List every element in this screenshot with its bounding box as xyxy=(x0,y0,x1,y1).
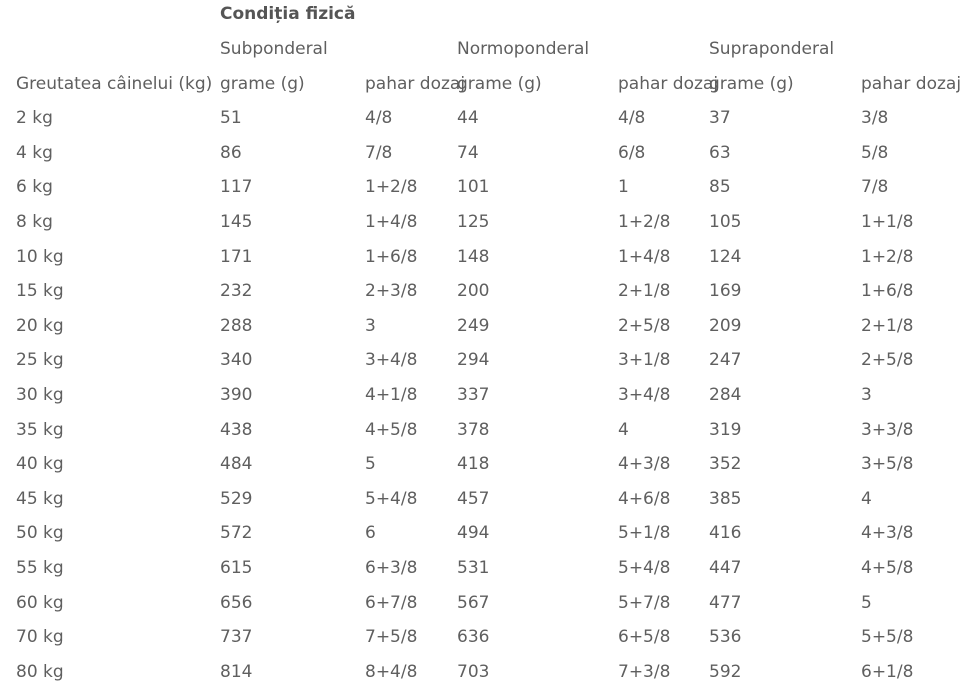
table-cell: 4+1/8 xyxy=(365,384,418,405)
table-cell: 74 xyxy=(457,142,479,163)
table-cell: 1+6/8 xyxy=(365,246,418,267)
dog-weight-cell: 70 kg xyxy=(16,627,64,648)
table-cell: 3 xyxy=(861,384,872,405)
dog-weight-cell: 25 kg xyxy=(16,350,64,371)
dog-weight-cell: 80 kg xyxy=(16,661,64,682)
table-row xyxy=(0,136,965,171)
table-cell: 44 xyxy=(457,108,479,129)
table-cell: 1+6/8 xyxy=(861,281,914,302)
table-row xyxy=(0,586,965,621)
table-cell: 416 xyxy=(709,523,742,544)
dog-weight-cell: 45 kg xyxy=(16,488,64,509)
column-header: pahar dozaj xyxy=(365,73,466,94)
table-row xyxy=(0,309,965,344)
table-row xyxy=(0,413,965,448)
table-cell: 7+3/8 xyxy=(618,661,671,682)
table-cell: 592 xyxy=(709,661,742,682)
table-cell: 247 xyxy=(709,350,742,371)
group-header-row xyxy=(0,32,965,67)
table-cell: 2+5/8 xyxy=(861,350,914,371)
table-cell: 8+4/8 xyxy=(365,661,418,682)
table-row xyxy=(0,205,965,240)
table-cell: 200 xyxy=(457,281,490,302)
table-row xyxy=(0,101,965,136)
dog-weight-cell: 10 kg xyxy=(16,246,64,267)
table-cell: 294 xyxy=(457,350,490,371)
column-header: grame (g) xyxy=(457,73,542,94)
table-cell: 536 xyxy=(709,627,742,648)
table-cell: 4+5/8 xyxy=(861,557,914,578)
table-cell: 5+4/8 xyxy=(365,488,418,509)
table-cell: 4+3/8 xyxy=(618,454,671,475)
table-cell: 484 xyxy=(220,454,253,475)
table-cell: 288 xyxy=(220,315,253,336)
table-cell: 572 xyxy=(220,523,253,544)
table-cell: 567 xyxy=(457,592,490,613)
table-cell: 105 xyxy=(709,211,742,232)
group-header-subponderal: Subponderal xyxy=(220,39,328,59)
table-cell: 477 xyxy=(709,592,742,613)
table-cell: 7/8 xyxy=(861,177,889,198)
title-row xyxy=(0,0,965,32)
table-cell: 145 xyxy=(220,211,253,232)
column-header: pahar dozaj xyxy=(618,73,719,94)
table-cell: 1+2/8 xyxy=(365,177,418,198)
table-cell: 3+3/8 xyxy=(861,419,914,440)
group-spacer-cell xyxy=(0,32,220,67)
table-cell: 3+1/8 xyxy=(618,350,671,371)
table-cell: 169 xyxy=(709,281,742,302)
table-cell: 2+1/8 xyxy=(618,281,671,302)
table-cell: 352 xyxy=(709,454,742,475)
table-cell: 1 xyxy=(618,177,629,198)
dog-weight-cell: 2 kg xyxy=(16,108,53,129)
table-cell: 6/8 xyxy=(618,142,646,163)
dog-weight-cell: 20 kg xyxy=(16,315,64,336)
table-cell: 378 xyxy=(457,419,490,440)
table-cell: 447 xyxy=(709,557,742,578)
table-row xyxy=(0,343,965,378)
table-cell: 3/8 xyxy=(861,108,889,129)
table-cell: 6+3/8 xyxy=(365,557,418,578)
table-cell: 3 xyxy=(365,315,376,336)
table-row xyxy=(0,378,965,413)
table-row xyxy=(0,447,965,482)
table-row xyxy=(0,655,965,690)
table-cell: 1+4/8 xyxy=(618,246,671,267)
table-cell: 5 xyxy=(861,592,872,613)
table-cell: 1+1/8 xyxy=(861,211,914,232)
column-header: pahar dozaj xyxy=(861,73,962,94)
column-header: grame (g) xyxy=(220,73,305,94)
table-cell: 4+5/8 xyxy=(365,419,418,440)
column-header: grame (g) xyxy=(709,73,794,94)
table-cell: 656 xyxy=(220,592,253,613)
table-cell: 117 xyxy=(220,177,253,198)
table-cell: 6+5/8 xyxy=(618,627,671,648)
table-row xyxy=(0,240,965,275)
dog-weight-cell: 50 kg xyxy=(16,523,64,544)
table-cell: 5/8 xyxy=(861,142,889,163)
dog-weight-cell: 6 kg xyxy=(16,177,53,198)
table-row xyxy=(0,620,965,655)
group-header-normoponderal: Normoponderal xyxy=(457,39,590,59)
dog-weight-cell: 40 kg xyxy=(16,454,64,475)
table-cell: 6+1/8 xyxy=(861,661,914,682)
table-cell: 5+7/8 xyxy=(618,592,671,613)
table-cell: 6 xyxy=(365,523,376,544)
table-cell: 2+3/8 xyxy=(365,281,418,302)
title-spacer-cell xyxy=(0,0,220,32)
dog-weight-cell: 35 kg xyxy=(16,419,64,440)
table-cell: 1+2/8 xyxy=(861,246,914,267)
table-row xyxy=(0,170,965,205)
table-cell: 457 xyxy=(457,488,490,509)
table-cell: 438 xyxy=(220,419,253,440)
table-cell: 5+5/8 xyxy=(861,627,914,648)
table-row xyxy=(0,274,965,309)
table-cell: 232 xyxy=(220,281,253,302)
table-cell: 4/8 xyxy=(365,108,393,129)
table-row xyxy=(0,516,965,551)
table-cell: 7/8 xyxy=(365,142,393,163)
table-cell: 340 xyxy=(220,350,253,371)
table-cell: 4+3/8 xyxy=(861,523,914,544)
table-cell: 385 xyxy=(709,488,742,509)
table-cell: 5+1/8 xyxy=(618,523,671,544)
table-cell: 86 xyxy=(220,142,242,163)
table-cell: 6+7/8 xyxy=(365,592,418,613)
table-row xyxy=(0,482,965,517)
table-cell: 63 xyxy=(709,142,731,163)
table-cell: 1+4/8 xyxy=(365,211,418,232)
table-cell: 4 xyxy=(861,488,872,509)
column-header-row xyxy=(0,67,965,102)
table-cell: 2+1/8 xyxy=(861,315,914,336)
table-cell: 703 xyxy=(457,661,490,682)
table-cell: 814 xyxy=(220,661,253,682)
dog-weight-cell: 60 kg xyxy=(16,592,64,613)
table-cell: 3+4/8 xyxy=(365,350,418,371)
table-cell: 531 xyxy=(457,557,490,578)
table-cell: 249 xyxy=(457,315,490,336)
dog-weight-cell: 4 kg xyxy=(16,142,53,163)
table-cell: 337 xyxy=(457,384,490,405)
table-cell: 7+5/8 xyxy=(365,627,418,648)
table-cell: 101 xyxy=(457,177,490,198)
table-cell: 209 xyxy=(709,315,742,336)
dog-weight-cell: 15 kg xyxy=(16,281,64,302)
dog-weight-cell: 55 kg xyxy=(16,557,64,578)
table-cell: 4 xyxy=(618,419,629,440)
group-header-supraponderal: Supraponderal xyxy=(709,39,835,59)
table-cell: 494 xyxy=(457,523,490,544)
dog-weight-cell: 30 kg xyxy=(16,384,64,405)
table-cell: 4+6/8 xyxy=(618,488,671,509)
table-cell: 124 xyxy=(709,246,742,267)
table-cell: 529 xyxy=(220,488,253,509)
table-cell: 2+5/8 xyxy=(618,315,671,336)
table-cell: 148 xyxy=(457,246,490,267)
table-cell: 418 xyxy=(457,454,490,475)
table-cell: 737 xyxy=(220,627,253,648)
table-title: Condiția fizică xyxy=(220,4,356,24)
table-cell: 636 xyxy=(457,627,490,648)
table-cell: 284 xyxy=(709,384,742,405)
table-row xyxy=(0,551,965,586)
table-cell: 615 xyxy=(220,557,253,578)
table-cell: 125 xyxy=(457,211,490,232)
table-cell: 3+4/8 xyxy=(618,384,671,405)
table-cell: 5+4/8 xyxy=(618,557,671,578)
column-header: Greutatea câinelui (kg) xyxy=(16,73,213,94)
dog-weight-cell: 8 kg xyxy=(16,211,53,232)
table-cell: 5 xyxy=(365,454,376,475)
table-cell: 171 xyxy=(220,246,253,267)
table-cell: 390 xyxy=(220,384,253,405)
table-cell: 319 xyxy=(709,419,742,440)
table-cell: 85 xyxy=(709,177,731,198)
table-cell: 3+5/8 xyxy=(861,454,914,475)
table-cell: 37 xyxy=(709,108,731,129)
table-cell: 4/8 xyxy=(618,108,646,129)
table-cell: 1+2/8 xyxy=(618,211,671,232)
table-cell: 51 xyxy=(220,108,242,129)
